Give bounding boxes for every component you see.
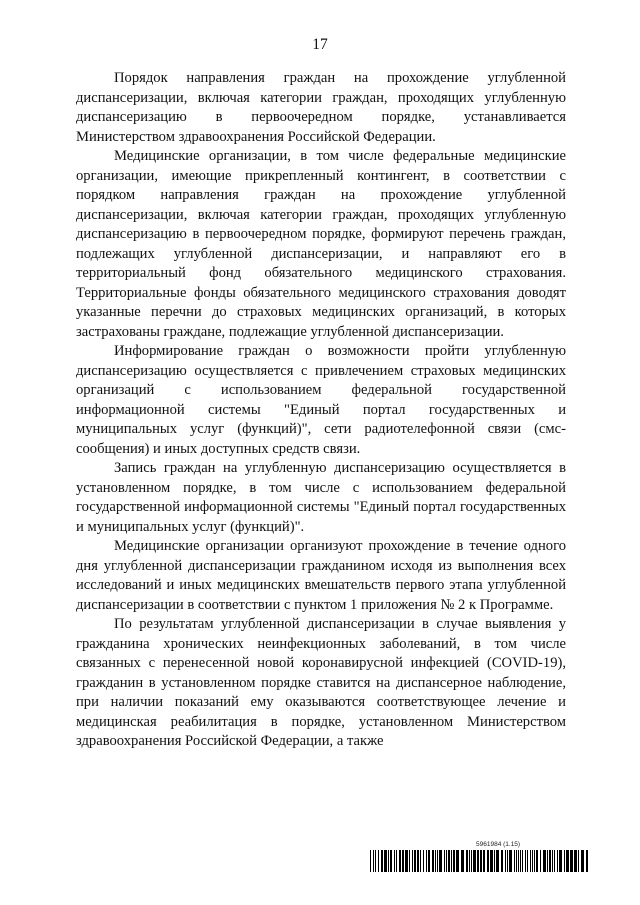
page-number: 17 [312, 36, 328, 53]
paragraph: Запись граждан на углубленную диспансеризацию осуществляется в установленном порядке, в том числе с использованием федеральной государственной информационной системы "Единый портал государственных и муниципальных услуг (функций)". [76, 460, 566, 535]
paragraph: Порядок направления граждан на прохождение углубленной диспансеризации, включая категории граждан, проходящих углубленную диспансеризацию в первоочередном порядке, устанавливается Министерством здравоохранения Российской Федерации. [76, 70, 566, 145]
paragraph: Медицинские организации организуют прохождение в течение одного дня углубленной диспансеризации гражданином исходя из выполнения всех исследований и иных медицинских вмешательств первого этапа углубленной диспансеризации в соответствии с пунктом 1 приложения № 2 к Программе. [76, 538, 566, 613]
paragraph: По результатам углубленной диспансеризации в случае выявления у гражданина хронических неинфекционных заболеваний, в том числе связанных с перенесенной новой коронавирусной инфекцией (COVID-19), гражданин в установленном порядке ставится на диспансерное наблюдение, при наличии показаний ему оказываются соответствующее лечение и медицинская реабилитация в порядке, установленном Министерством здравоохранения Российской Федерации, а также [76, 616, 566, 749]
body-text [76, 69, 566, 752]
paragraph: Медицинские организации, в том числе федеральные медицинские организации, имеющие прикрепленный контингент, в соответствии с порядком направления граждан на прохождение углубленной диспансеризации, включая категории граждан, проходящих углубленную диспансеризацию в первоочередном порядке, формируют перечень граждан, подлежащих углубленной диспансеризации, и направляют его в территориальный фонд обязательного медицинского страхования. Территориальные фонды обязательного медицинского страхования доводят указанные перечни до страховых медицинских организаций, в которых застрахованы граждане, подлежащие углубленной диспансеризации. [76, 148, 566, 340]
barcode-image [370, 850, 588, 872]
document-code: 5961984 (1.15) [476, 841, 521, 848]
paragraph: Информирование граждан о возможности пройти углубленную диспансеризацию осуществляется с привлечением страховых медицинских организаций с использованием федеральной государственной информационной системы "Единый портал государственных и муниципальных услуг (функций)", сети радиотелефонной связи (смс-сообщения) и иных доступных средств связи. [76, 343, 566, 457]
